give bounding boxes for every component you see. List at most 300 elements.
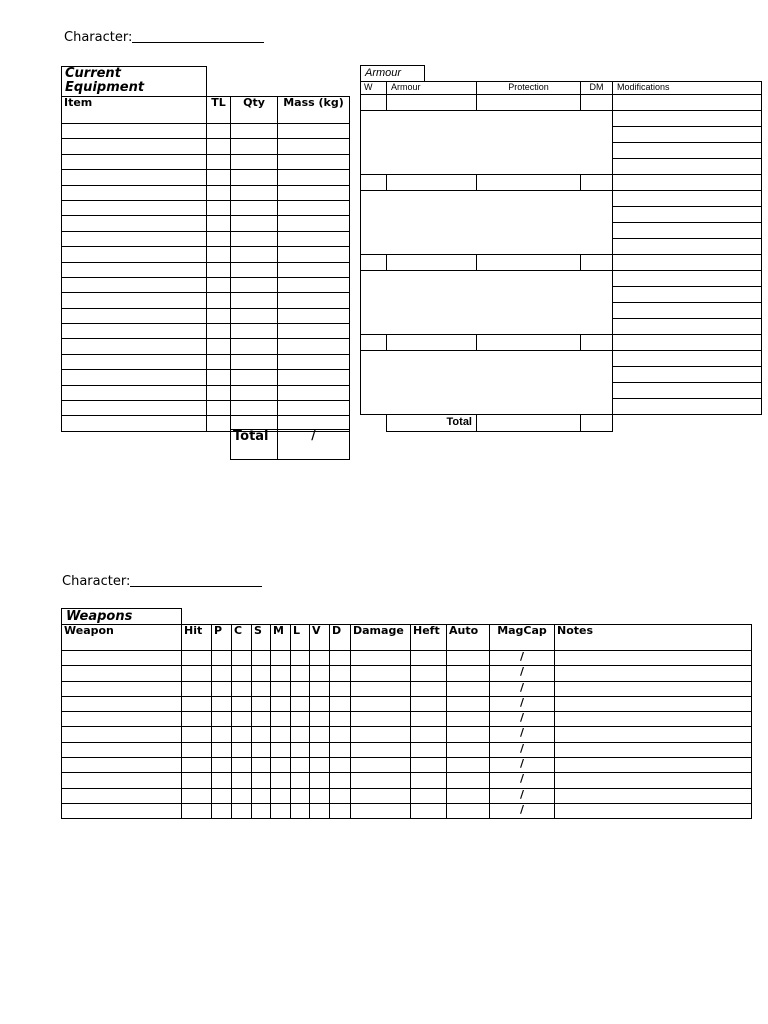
notes-cell[interactable] [555,788,752,803]
p-cell[interactable] [212,773,232,788]
weapon-row [62,666,752,681]
damage-cell[interactable] [351,727,411,742]
header-mass: Mass (kg) [278,97,350,124]
hit-cell[interactable] [182,712,212,727]
v-cell[interactable] [310,758,330,773]
d-cell[interactable] [330,803,351,818]
tl-cell[interactable] [207,185,231,200]
damage-cell[interactable] [351,712,411,727]
p-cell[interactable] [212,788,232,803]
magcap-cell[interactable]: / [490,681,555,696]
l-cell[interactable] [291,681,310,696]
weapon-cell[interactable] [62,651,182,666]
magcap-cell[interactable]: / [490,666,555,681]
qty-cell[interactable] [231,324,278,339]
equipment-total-value[interactable]: / [278,430,350,460]
d-cell[interactable] [330,727,351,742]
magcap-cell[interactable]: / [490,696,555,711]
l-cell[interactable] [291,727,310,742]
tl-cell[interactable] [207,416,231,431]
d-cell[interactable] [330,758,351,773]
equipment-character-field[interactable] [64,29,264,45]
v-cell[interactable] [310,742,330,757]
heft-cell[interactable] [411,712,447,727]
mass-cell[interactable] [278,308,350,323]
tl-cell[interactable] [207,370,231,385]
v-cell[interactable] [310,773,330,788]
item-cell[interactable] [62,339,207,354]
armour-notes-area[interactable] [360,350,613,415]
header-damage: Damage [351,625,411,651]
m-cell[interactable] [271,788,291,803]
damage-cell[interactable] [351,773,411,788]
armour-protection-cell[interactable] [476,94,581,111]
armour-modification-cell[interactable] [612,222,762,239]
qty-cell[interactable] [231,216,278,231]
hit-cell[interactable] [182,803,212,818]
hit-cell[interactable] [182,758,212,773]
v-cell[interactable] [310,727,330,742]
qty-cell[interactable] [231,124,278,139]
armour-total-protection[interactable] [476,414,581,432]
item-cell[interactable] [62,170,207,185]
mass-cell[interactable] [278,216,350,231]
armour-notes-area[interactable] [360,110,613,175]
tl-cell[interactable] [207,247,231,262]
armour-total-dm[interactable] [580,414,613,432]
item-cell[interactable] [62,308,207,323]
v-cell[interactable] [310,788,330,803]
armour-name-cell[interactable] [386,94,477,111]
damage-cell[interactable] [351,651,411,666]
p-cell[interactable] [212,742,232,757]
c-cell[interactable] [232,742,252,757]
item-cell[interactable] [62,200,207,215]
armour-name-cell[interactable] [386,174,477,191]
c-cell[interactable] [232,758,252,773]
weapon-cell[interactable] [62,742,182,757]
tl-cell[interactable] [207,308,231,323]
mass-cell[interactable] [278,200,350,215]
notes-cell[interactable] [555,758,752,773]
tl-cell[interactable] [207,154,231,169]
heft-cell[interactable] [411,651,447,666]
current-equipment-title: Current Equipment [61,66,207,97]
notes-cell[interactable] [555,773,752,788]
mass-cell[interactable] [278,401,350,416]
armour-modification-cell[interactable] [612,158,762,175]
c-cell[interactable] [232,773,252,788]
item-cell[interactable] [62,354,207,369]
tl-cell[interactable] [207,401,231,416]
tl-cell[interactable] [207,293,231,308]
armour-modification-cell[interactable] [612,366,762,383]
item-cell[interactable] [62,124,207,139]
notes-cell[interactable] [555,666,752,681]
notes-cell[interactable] [555,681,752,696]
armour-protection-cell[interactable] [476,334,581,351]
c-cell[interactable] [232,651,252,666]
armour-notes-area[interactable] [360,270,613,335]
m-cell[interactable] [271,727,291,742]
hit-cell[interactable] [182,666,212,681]
p-cell[interactable] [212,727,232,742]
mass-cell[interactable] [278,185,350,200]
s-cell[interactable] [252,666,271,681]
character-name-blank[interactable] [132,29,264,43]
m-cell[interactable] [271,666,291,681]
qty-cell[interactable] [231,339,278,354]
mass-cell[interactable] [278,370,350,385]
v-cell[interactable] [310,681,330,696]
equipment-total-table [230,429,350,460]
p-cell[interactable] [212,666,232,681]
tl-cell[interactable] [207,170,231,185]
s-cell[interactable] [252,742,271,757]
d-cell[interactable] [330,773,351,788]
armour-dm-cell[interactable] [580,334,613,351]
weapon-cell[interactable] [62,666,182,681]
armour-header-w: W [360,81,387,95]
mass-cell[interactable] [278,247,350,262]
character-name-blank[interactable] [130,573,262,587]
damage-cell[interactable] [351,666,411,681]
heft-cell[interactable] [411,773,447,788]
tl-cell[interactable] [207,124,231,139]
l-cell[interactable] [291,788,310,803]
p-cell[interactable] [212,696,232,711]
item-cell[interactable] [62,216,207,231]
v-cell[interactable] [310,666,330,681]
m-cell[interactable] [271,742,291,757]
tl-cell[interactable] [207,216,231,231]
c-cell[interactable] [232,727,252,742]
equipment-row [62,339,350,354]
magcap-cell[interactable]: / [490,742,555,757]
m-cell[interactable] [271,773,291,788]
item-cell[interactable] [62,416,207,431]
magcap-cell[interactable]: / [490,758,555,773]
s-cell[interactable] [252,773,271,788]
header-d: D [330,625,351,651]
notes-cell[interactable] [555,803,752,818]
notes-cell[interactable] [555,742,752,757]
l-cell[interactable] [291,803,310,818]
auto-cell[interactable] [447,696,490,711]
armour-notes-area[interactable] [360,190,613,255]
hit-cell[interactable] [182,742,212,757]
auto-cell[interactable] [447,727,490,742]
armour-modification-cell[interactable] [612,190,762,207]
mass-cell[interactable] [278,139,350,154]
armour-dm-cell[interactable] [580,174,613,191]
hit-cell[interactable] [182,773,212,788]
damage-cell[interactable] [351,788,411,803]
armour-modification-cell[interactable] [612,350,762,367]
damage-cell[interactable] [351,696,411,711]
d-cell[interactable] [330,788,351,803]
auto-cell[interactable] [447,666,490,681]
armour-modification-cell[interactable] [612,238,762,255]
s-cell[interactable] [252,651,271,666]
mass-cell[interactable] [278,277,350,292]
armour-dm-cell[interactable] [580,254,613,271]
item-cell[interactable] [62,324,207,339]
armour-dm-cell[interactable] [580,94,613,111]
tl-cell[interactable] [207,324,231,339]
m-cell[interactable] [271,758,291,773]
armour-w-cell[interactable] [360,174,387,191]
l-cell[interactable] [291,696,310,711]
tl-cell[interactable] [207,277,231,292]
mass-cell[interactable] [278,354,350,369]
hit-cell[interactable] [182,681,212,696]
auto-cell[interactable] [447,712,490,727]
item-cell[interactable] [62,401,207,416]
m-cell[interactable] [271,651,291,666]
equipment-row [62,139,350,154]
notes-cell[interactable] [555,727,752,742]
qty-cell[interactable] [231,185,278,200]
qty-cell[interactable] [231,247,278,262]
hit-cell[interactable] [182,696,212,711]
item-cell[interactable] [62,247,207,262]
item-cell[interactable] [62,370,207,385]
p-cell[interactable] [212,712,232,727]
c-cell[interactable] [232,696,252,711]
qty-cell[interactable] [231,401,278,416]
damage-cell[interactable] [351,742,411,757]
l-cell[interactable] [291,712,310,727]
tl-cell[interactable] [207,354,231,369]
l-cell[interactable] [291,651,310,666]
equipment-row [62,262,350,277]
weapon-cell[interactable] [62,758,182,773]
item-cell[interactable] [62,231,207,246]
v-cell[interactable] [310,696,330,711]
c-cell[interactable] [232,666,252,681]
mass-cell[interactable] [278,154,350,169]
armour-modification-cell[interactable] [612,270,762,287]
damage-cell[interactable] [351,681,411,696]
weapon-cell[interactable] [62,788,182,803]
armour-modification-cell[interactable] [612,398,762,415]
damage-cell[interactable] [351,758,411,773]
d-cell[interactable] [330,681,351,696]
magcap-cell[interactable]: / [490,803,555,818]
mass-cell[interactable] [278,339,350,354]
magcap-cell[interactable]: / [490,651,555,666]
item-cell[interactable] [62,277,207,292]
notes-cell[interactable] [555,712,752,727]
armour-modification-cell[interactable] [612,254,762,271]
weapon-row [62,727,752,742]
header-v: V [310,625,330,651]
m-cell[interactable] [271,681,291,696]
item-cell[interactable] [62,154,207,169]
weapon-cell[interactable] [62,727,182,742]
armour-w-cell[interactable] [360,94,387,111]
tl-cell[interactable] [207,339,231,354]
armour-w-cell[interactable] [360,334,387,351]
heft-cell[interactable] [411,727,447,742]
d-cell[interactable] [330,666,351,681]
auto-cell[interactable] [447,742,490,757]
armour-modification-cell[interactable] [612,126,762,143]
s-cell[interactable] [252,696,271,711]
qty-cell[interactable] [231,354,278,369]
weapons-character-field[interactable] [62,573,262,589]
tl-cell[interactable] [207,385,231,400]
p-cell[interactable] [212,681,232,696]
magcap-cell[interactable]: / [490,727,555,742]
mass-cell[interactable] [278,293,350,308]
auto-cell[interactable] [447,681,490,696]
mass-cell[interactable] [278,231,350,246]
heft-cell[interactable] [411,803,447,818]
item-cell[interactable] [62,385,207,400]
s-cell[interactable] [252,712,271,727]
s-cell[interactable] [252,803,271,818]
qty-cell[interactable] [231,200,278,215]
tl-cell[interactable] [207,262,231,277]
hit-cell[interactable] [182,727,212,742]
l-cell[interactable] [291,758,310,773]
item-cell[interactable] [62,293,207,308]
equipment-row [62,370,350,385]
armour-title: Armour [360,65,425,82]
tl-cell[interactable] [207,139,231,154]
qty-cell[interactable] [231,170,278,185]
qty-cell[interactable] [231,385,278,400]
auto-cell[interactable] [447,803,490,818]
mass-cell[interactable] [278,262,350,277]
armour-modification-cell[interactable] [612,334,762,351]
mass-cell[interactable] [278,324,350,339]
item-cell[interactable] [62,185,207,200]
d-cell[interactable] [330,696,351,711]
s-cell[interactable] [252,727,271,742]
qty-cell[interactable] [231,293,278,308]
item-cell[interactable] [62,262,207,277]
heft-cell[interactable] [411,742,447,757]
armour-protection-cell[interactable] [476,254,581,271]
notes-cell[interactable] [555,696,752,711]
auto-cell[interactable] [447,788,490,803]
damage-cell[interactable] [351,803,411,818]
weapons-table [61,624,752,819]
item-cell[interactable] [62,139,207,154]
weapon-row [62,696,752,711]
qty-cell[interactable] [231,139,278,154]
tl-cell[interactable] [207,231,231,246]
auto-cell[interactable] [447,773,490,788]
qty-cell[interactable] [231,262,278,277]
m-cell[interactable] [271,696,291,711]
armour-modification-cell[interactable] [612,302,762,319]
qty-cell[interactable] [231,154,278,169]
p-cell[interactable] [212,758,232,773]
weapon-row [62,681,752,696]
armour-modification-cell[interactable] [612,94,762,111]
armour-name-cell[interactable] [386,334,477,351]
mass-cell[interactable] [278,124,350,139]
notes-cell[interactable] [555,651,752,666]
magcap-cell[interactable]: / [490,773,555,788]
armour-modification-cell[interactable] [612,318,762,335]
armour-modification-cell[interactable] [612,110,762,127]
heft-cell[interactable] [411,681,447,696]
header-hit: Hit [182,625,212,651]
mass-cell[interactable] [278,170,350,185]
armour-modification-cell[interactable] [612,382,762,399]
weapon-cell[interactable] [62,773,182,788]
d-cell[interactable] [330,742,351,757]
hit-cell[interactable] [182,651,212,666]
l-cell[interactable] [291,773,310,788]
v-cell[interactable] [310,803,330,818]
c-cell[interactable] [232,681,252,696]
armour-modification-cell[interactable] [612,142,762,159]
auto-cell[interactable] [447,758,490,773]
magcap-cell[interactable]: / [490,712,555,727]
d-cell[interactable] [330,712,351,727]
v-cell[interactable] [310,651,330,666]
armour-protection-cell[interactable] [476,174,581,191]
armour-modification-cell[interactable] [612,286,762,303]
magcap-cell[interactable]: / [490,788,555,803]
weapons-title: Weapons [61,608,182,625]
heft-cell[interactable] [411,696,447,711]
m-cell[interactable] [271,803,291,818]
s-cell[interactable] [252,758,271,773]
c-cell[interactable] [232,788,252,803]
mass-cell[interactable] [278,385,350,400]
c-cell[interactable] [232,712,252,727]
c-cell[interactable] [232,803,252,818]
l-cell[interactable] [291,666,310,681]
heft-cell[interactable] [411,788,447,803]
qty-cell[interactable] [231,231,278,246]
auto-cell[interactable] [447,651,490,666]
weapon-cell[interactable] [62,696,182,711]
s-cell[interactable] [252,681,271,696]
weapon-cell[interactable] [62,803,182,818]
armour-modification-cell[interactable] [612,174,762,191]
armour-w-cell[interactable] [360,254,387,271]
p-cell[interactable] [212,803,232,818]
armour-modification-cell[interactable] [612,206,762,223]
heft-cell[interactable] [411,666,447,681]
m-cell[interactable] [271,712,291,727]
s-cell[interactable] [252,788,271,803]
tl-cell[interactable] [207,200,231,215]
qty-cell[interactable] [231,370,278,385]
header-weapon: Weapon [62,625,182,651]
armour-name-cell[interactable] [386,254,477,271]
d-cell[interactable] [330,651,351,666]
heft-cell[interactable] [411,758,447,773]
hit-cell[interactable] [182,788,212,803]
qty-cell[interactable] [231,308,278,323]
weapon-cell[interactable] [62,712,182,727]
weapon-cell[interactable] [62,681,182,696]
p-cell[interactable] [212,651,232,666]
l-cell[interactable] [291,742,310,757]
v-cell[interactable] [310,712,330,727]
equipment-row [62,293,350,308]
qty-cell[interactable] [231,277,278,292]
